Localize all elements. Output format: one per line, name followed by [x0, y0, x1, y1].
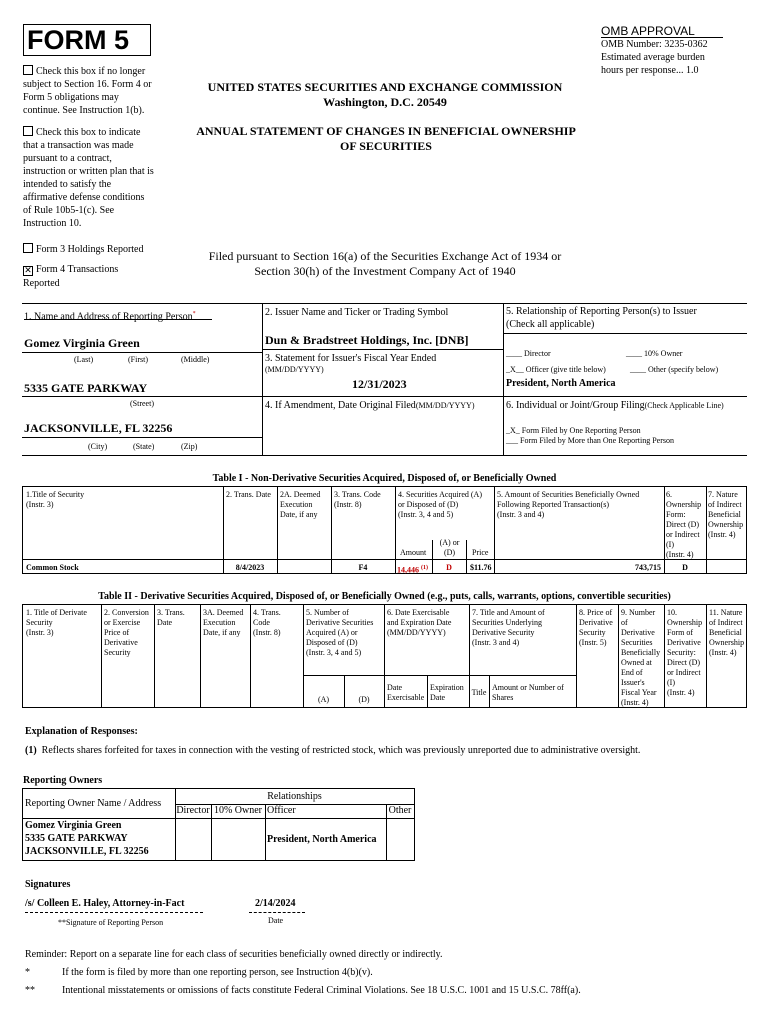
t2-h-expiration: Expiration Date	[430, 683, 464, 702]
issuer-name: Dun & Bradstreet Holdings, Inc. [DNB]	[265, 333, 469, 347]
table2-title: Table II - Derivative Securities Acquired, Disposed of, or Beneficially Owned (e.g., puts, calls, warrants, options, convertible securities)	[98, 591, 671, 602]
label-last: (Last)	[74, 355, 94, 364]
signatures-title: Signatures	[25, 879, 71, 890]
signature-date-value: 2/14/2024	[255, 898, 296, 909]
t2-h-owned: 9. Number of Derivative Securities Beneficially Owned at End of Issuer's Fiscal Year (Instr. 4)	[621, 608, 661, 707]
form-title-box	[23, 24, 151, 56]
ro-col-relationships: Relationships	[267, 791, 322, 802]
t1-h-form: 6. Ownership Form: Direct (D) or Indirect (I) (Instr. 4)	[666, 490, 702, 559]
box6-label: 6. Individual or Joint/Group Filing(Check Applicable Line)	[506, 400, 724, 411]
table2	[22, 604, 747, 708]
form-title: FORM 5	[27, 25, 130, 55]
t1-h-deemed: 2A. Deemed Execution Date, if any	[280, 490, 321, 519]
omb-title: OMB APPROVAL	[601, 24, 695, 38]
checked-box-icon[interactable]: ✕	[24, 266, 32, 276]
fiscal-year-end: 12/31/2023	[352, 377, 407, 391]
t2-h-nature: 11. Nature of Indirect Beneficial Ownership (Instr. 4)	[709, 608, 745, 657]
filed-pursuant: Filed pursuant to Section 16(a) of the Securities Exchange Act of 1934 or Section 30(h) of the Investment Company Act of 1940	[208, 249, 562, 278]
checkbox-form3[interactable]: Form 3 Holdings Reported	[23, 243, 173, 256]
reporting-owners-table	[22, 788, 415, 861]
ro-col-name: Reporting Owner Name / Address	[25, 798, 162, 809]
box1-label: 1. Name and Address of Reporting Person*	[24, 311, 196, 323]
t1-h-owned: 5. Amount of Securities Beneficially Owned Following Reported Transaction(s) (Instr. 3 and 4)	[497, 490, 640, 519]
t1-amount: 14,446 $^{(1)}$	[397, 565, 428, 575]
checkbox-form4[interactable]: ✕ Form 4 Transactions Reported	[23, 264, 119, 289]
t2-h-underlying-title: Title	[471, 688, 487, 697]
box5-label: 5. Relationship of Reporting Person(s) to Issuer (Check all applicable)	[506, 306, 697, 330]
reminder-star2-text: Intentional misstatements or omissions of facts constitute Federal Criminal Violations. See 18 U.S.C. 1001 and 15 U.S.C. 78ff(a).	[62, 985, 581, 996]
box2-label: 2. Issuer Name and Ticker or Trading Symbol	[265, 307, 449, 318]
t1-h-securities: 4. Securities Acquired (A) or Disposed of (D) (Instr. 3, 4 and 5)	[398, 490, 482, 519]
ro-col-other: Other	[388, 805, 412, 816]
reminder-text: Reminder: Report on a separate line for each class of securities beneficially owned directly or indirectly.	[25, 949, 443, 960]
t1-h-aord: (A) or (D)	[439, 538, 460, 557]
explanation-title: Explanation of Responses:	[25, 726, 138, 737]
t1-security-title: Common Stock	[26, 563, 79, 572]
city-state-zip: JACKSONVILLE, FL 32256	[24, 421, 173, 435]
table1-title: Table I - Non-Derivative Securities Acquired, Disposed of, or Beneficially Owned	[212, 473, 557, 484]
reporting-owners-title: Reporting Owners	[23, 775, 103, 786]
t2-h-conversion: 2. Conversion or Exercise Price of Derivative Security	[104, 608, 149, 657]
checkbox-square-icon[interactable]	[23, 65, 33, 75]
t1-price: $11.76	[470, 563, 492, 572]
t2-h-disposed: (D)	[358, 695, 370, 704]
table1	[22, 486, 747, 574]
t2-h-number: 5. Number of Derivative Securities Acquired (A) or Disposed of (D) (Instr. 3, 4 and 5)	[306, 608, 374, 657]
ro-col-director: Director	[176, 805, 210, 816]
box4-label: 4. If Amendment, Date Original Filed(MM/DD/YYYY)	[265, 400, 475, 411]
t1-h-date: 2. Trans. Date	[226, 490, 271, 499]
checkbox-10b5-1[interactable]: Check this box to indicate that a transaction was made pursuant to a contract, instruction or written plan that is intended to satisfy the affirmative defense conditions of Rule 10b5-1(c). See Instruction 10.	[23, 127, 154, 229]
t1-h-price: Price	[472, 548, 489, 557]
t2-h-underlying-amount: Amount or Number of Shares	[492, 683, 564, 702]
ro-officer-value: President, North America	[267, 834, 377, 845]
ro-owner-address: Gomez Virginia Green 5335 GATE PARKWAY JACKSONVILLE, FL 32256	[25, 820, 149, 857]
label-street: (Street)	[130, 399, 154, 408]
label-state: (State)	[133, 442, 155, 451]
rel-ten-percent[interactable]: ____ 10% Owner	[626, 349, 683, 358]
t2-h-acquired: (A)	[317, 695, 330, 704]
rel-director[interactable]: ____ Director	[506, 349, 551, 358]
t2-h-underlying: 7. Title and Amount of Securities Underlying Derivative Security (Instr. 3 and 4)	[472, 608, 545, 647]
explanation-footnote: (1) Reflects shares forfeited for taxes in connection with the vesting of restricted stock, which was previously unreported due to administrative oversight.	[25, 745, 641, 756]
checkbox-no-longer-subject[interactable]: Check this box if no longer subject to Section 16. Form 4 or Form 5 obligations may continue. See Instruction 1(b).	[23, 66, 152, 116]
omb-burden-1: Estimated average burden	[601, 52, 705, 63]
omb-burden-2: hours per response... 1.0	[601, 65, 699, 76]
label-first: (First)	[128, 355, 148, 364]
t1-owned: 743,715	[635, 563, 661, 572]
t2-h-code: 4. Trans. Code (Instr. 8)	[253, 608, 281, 637]
checkbox-square-icon[interactable]	[23, 126, 33, 136]
commission-heading: UNITED STATES SECURITIES AND EXCHANGE COMMISSION Washington, D.C. 20549	[207, 80, 563, 109]
signature-label: **Signature of Reporting Person	[58, 918, 164, 927]
omb-number: OMB Number: 3235-0362	[601, 39, 708, 50]
t2-h-date: 3. Trans. Date	[157, 608, 185, 627]
filing-one-person[interactable]: _X_ Form Filed by One Reporting Person	[506, 426, 641, 435]
t2-h-price: 8. Price of Derivative Security (Instr. 5)	[579, 608, 613, 647]
ro-col-officer: Officer	[267, 805, 296, 816]
box3-sublabel: (MM/DD/YYYY)	[265, 365, 324, 374]
filing-more-persons[interactable]: ___ Form Filed by More than One Reporting Person	[506, 436, 674, 445]
reporting-person-name: Gomez Virginia Green	[24, 336, 140, 350]
t2-h-title: 1. Title of Derivate Security (Instr. 3)	[26, 608, 87, 637]
t2-h-exercisable: 6. Date Exercisable and Expiration Date (MM/DD/YYYY)	[387, 608, 452, 637]
signature-value: /s/ Colleen E. Haley, Attorney-in-Fact	[25, 898, 185, 909]
t1-trans-date: 8/4/2023	[235, 563, 265, 572]
box3-label: 3. Statement for Issuer's Fiscal Year Ended	[265, 353, 437, 364]
t1-trans-code: F4	[358, 563, 368, 572]
reminder-star2: **	[25, 985, 35, 996]
t2-h-date-exercisable: Date Exercisable	[387, 683, 425, 702]
t2-h-form: 10. Ownership Form of Derivative Security: Direct (D) or Indirect (I) (Instr. 4)	[667, 608, 703, 697]
officer-title: President, North America	[506, 378, 616, 389]
t1-aord: D	[446, 563, 452, 572]
reminder-star1-text: If the form is filed by more than one reporting person, see Instruction 4(b)(v).	[62, 967, 373, 978]
checkbox-square-icon[interactable]	[23, 243, 33, 253]
t2-h-deemed: 3A. Deemed Execution Date, if any	[203, 608, 244, 637]
reminder-star1: *	[25, 967, 30, 978]
omb-approval	[601, 24, 761, 77]
t1-h-title: 1.Title of Security (Instr. 3)	[26, 490, 85, 509]
street-address: 5335 GATE PARKWAY	[24, 381, 148, 395]
t1-h-code: 3. Trans. Code (Instr. 8)	[334, 490, 381, 509]
rel-other[interactable]: ____ Other (specify below)	[630, 365, 719, 374]
footnote-1-link[interactable]: (1)	[421, 565, 428, 571]
rel-officer[interactable]: _X__ Officer (give title below)	[506, 365, 606, 374]
t1-h-amount: Amount	[400, 548, 427, 557]
statement-heading: ANNUAL STATEMENT OF CHANGES IN BENEFICIAL OWNERSHIP OF SECURITIES	[196, 124, 576, 153]
t1-form: D	[682, 563, 688, 572]
label-middle: (Middle)	[181, 355, 210, 364]
signature-date-label: Date	[268, 916, 284, 925]
ro-col-ten: 10% Owner	[213, 805, 263, 816]
label-city: (City)	[88, 442, 108, 451]
t1-h-nature: 7. Nature of Indirect Beneficial Ownership (Instr. 4)	[708, 490, 744, 539]
label-zip: (Zip)	[181, 442, 198, 451]
